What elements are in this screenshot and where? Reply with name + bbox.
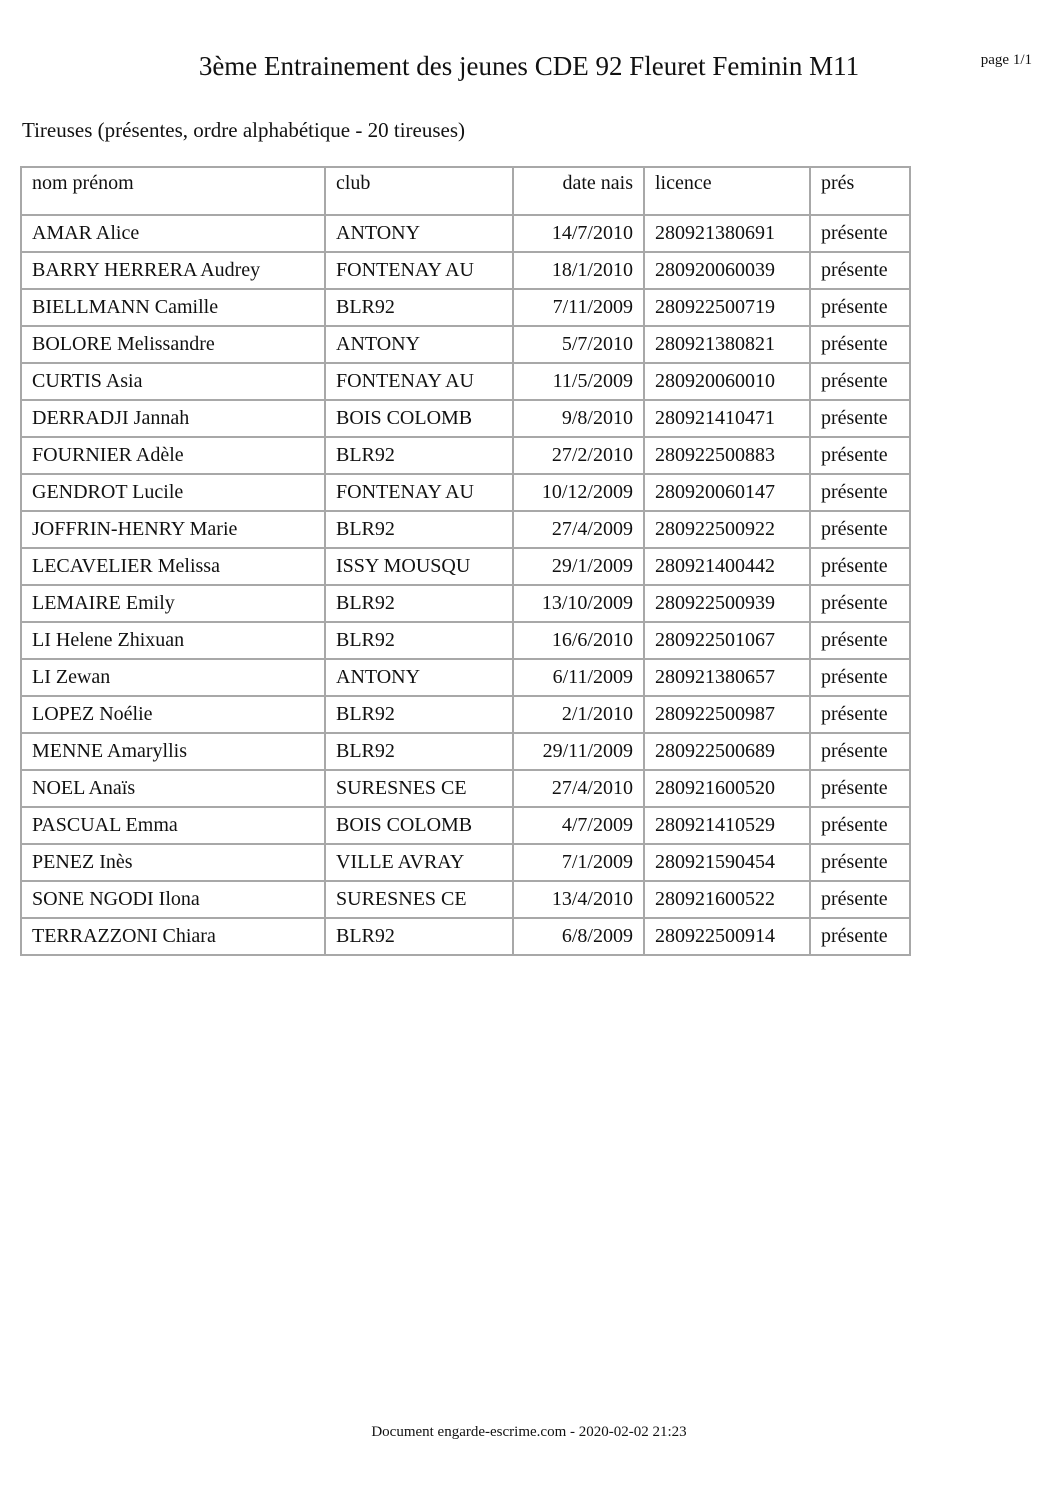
cell-club: ANTONY — [325, 326, 513, 363]
cell-presence: présente — [810, 733, 910, 770]
table-body — [21, 215, 910, 955]
table-row — [21, 363, 910, 400]
table-row — [21, 585, 910, 622]
column-header-club: club — [325, 167, 513, 215]
table-row — [21, 696, 910, 733]
cell-club: BLR92 — [325, 289, 513, 326]
table-row — [21, 326, 910, 363]
column-header-licence: licence — [644, 167, 810, 215]
table-row — [21, 918, 910, 955]
cell-licence: 280922501067 — [644, 622, 810, 659]
table-row — [21, 622, 910, 659]
table-row — [21, 215, 910, 252]
cell-licence: 280922500939 — [644, 585, 810, 622]
cell-birthdate: 27/4/2010 — [513, 770, 644, 807]
cell-birthdate: 29/1/2009 — [513, 548, 644, 585]
cell-name: LI Helene Zhixuan — [21, 622, 325, 659]
cell-birthdate: 16/6/2010 — [513, 622, 644, 659]
cell-club: ISSY MOUSQU — [325, 548, 513, 585]
cell-name: PASCUAL Emma — [21, 807, 325, 844]
cell-club: BLR92 — [325, 585, 513, 622]
cell-presence: présente — [810, 289, 910, 326]
cell-name: BOLORE Melissandre — [21, 326, 325, 363]
cell-presence: présente — [810, 326, 910, 363]
cell-club: SURESNES CE — [325, 770, 513, 807]
cell-name: BARRY HERRERA Audrey — [21, 252, 325, 289]
cell-licence: 280921400442 — [644, 548, 810, 585]
column-header-birthdate: date nais — [513, 167, 644, 215]
table-header-row — [21, 167, 910, 215]
cell-presence: présente — [810, 696, 910, 733]
cell-name: LOPEZ Noélie — [21, 696, 325, 733]
cell-club: VILLE AVRAY — [325, 844, 513, 881]
table-row — [21, 733, 910, 770]
cell-birthdate: 13/4/2010 — [513, 881, 644, 918]
cell-birthdate: 2/1/2010 — [513, 696, 644, 733]
cell-presence: présente — [810, 511, 910, 548]
cell-licence: 280920060147 — [644, 474, 810, 511]
cell-name: GENDROT Lucile — [21, 474, 325, 511]
cell-club: BOIS COLOMB — [325, 400, 513, 437]
table-row — [21, 659, 910, 696]
cell-licence: 280921410471 — [644, 400, 810, 437]
cell-name: PENEZ Inès — [21, 844, 325, 881]
table-row — [21, 511, 910, 548]
cell-birthdate: 18/1/2010 — [513, 252, 644, 289]
cell-name: DERRADJI Jannah — [21, 400, 325, 437]
cell-presence: présente — [810, 363, 910, 400]
cell-birthdate: 13/10/2009 — [513, 585, 644, 622]
cell-presence: présente — [810, 548, 910, 585]
cell-licence: 280920060010 — [644, 363, 810, 400]
cell-club: BLR92 — [325, 437, 513, 474]
table-row — [21, 807, 910, 844]
cell-birthdate: 4/7/2009 — [513, 807, 644, 844]
cell-birthdate: 6/8/2009 — [513, 918, 644, 955]
cell-birthdate: 5/7/2010 — [513, 326, 644, 363]
cell-presence: présente — [810, 770, 910, 807]
cell-club: FONTENAY AU — [325, 363, 513, 400]
cell-presence: présente — [810, 585, 910, 622]
list-subtitle: Tireuses (présentes, ordre alphabétique - 20 tireuses) — [22, 118, 466, 142]
table-row — [21, 252, 910, 289]
cell-club: ANTONY — [325, 215, 513, 252]
cell-licence: 280921600522 — [644, 881, 810, 918]
cell-presence: présente — [810, 918, 910, 955]
table-row — [21, 289, 910, 326]
cell-licence: 280922500922 — [644, 511, 810, 548]
cell-licence: 280922500987 — [644, 696, 810, 733]
cell-presence: présente — [810, 474, 910, 511]
table-row — [21, 844, 910, 881]
cell-name: MENNE Amaryllis — [21, 733, 325, 770]
cell-birthdate: 7/1/2009 — [513, 844, 644, 881]
cell-name: CURTIS Asia — [21, 363, 325, 400]
table-row — [21, 881, 910, 918]
table-row — [21, 770, 910, 807]
cell-presence: présente — [810, 215, 910, 252]
cell-presence: présente — [810, 659, 910, 696]
cell-licence: 280921380821 — [644, 326, 810, 363]
cell-birthdate: 10/12/2009 — [513, 474, 644, 511]
cell-presence: présente — [810, 881, 910, 918]
cell-licence: 280922500914 — [644, 918, 810, 955]
table-row — [21, 437, 910, 474]
table-row — [21, 548, 910, 585]
cell-presence: présente — [810, 252, 910, 289]
cell-name: JOFFRIN-HENRY Marie — [21, 511, 325, 548]
cell-club: FONTENAY AU — [325, 474, 513, 511]
cell-birthdate: 27/4/2009 — [513, 511, 644, 548]
cell-birthdate: 14/7/2010 — [513, 215, 644, 252]
fencers-table — [20, 166, 911, 956]
cell-club: BLR92 — [325, 696, 513, 733]
cell-presence: présente — [810, 622, 910, 659]
cell-birthdate: 6/11/2009 — [513, 659, 644, 696]
page-number: page 1/1 — [980, 52, 1032, 68]
cell-name: LI Zewan — [21, 659, 325, 696]
column-header-name: nom prénom — [21, 167, 325, 215]
cell-licence: 280921590454 — [644, 844, 810, 881]
cell-licence: 280920060039 — [644, 252, 810, 289]
cell-birthdate: 27/2/2010 — [513, 437, 644, 474]
table-row — [21, 400, 910, 437]
cell-club: SURESNES CE — [325, 881, 513, 918]
cell-licence: 280922500689 — [644, 733, 810, 770]
cell-name: LECAVELIER Melissa — [21, 548, 325, 585]
cell-name: SONE NGODI Ilona — [21, 881, 325, 918]
cell-licence: 280921380691 — [644, 215, 810, 252]
cell-club: BLR92 — [325, 511, 513, 548]
column-header-presence: prés — [810, 167, 910, 215]
cell-name: FOURNIER Adèle — [21, 437, 325, 474]
table-row — [21, 474, 910, 511]
document-footer: Document engarde-escrime.com - 2020-02-02 21:23 — [371, 1424, 687, 1440]
cell-club: BLR92 — [325, 622, 513, 659]
cell-birthdate: 29/11/2009 — [513, 733, 644, 770]
cell-birthdate: 7/11/2009 — [513, 289, 644, 326]
cell-birthdate: 9/8/2010 — [513, 400, 644, 437]
cell-licence: 280921600520 — [644, 770, 810, 807]
cell-licence: 280921380657 — [644, 659, 810, 696]
cell-club: BLR92 — [325, 733, 513, 770]
cell-presence: présente — [810, 844, 910, 881]
cell-birthdate: 11/5/2009 — [513, 363, 644, 400]
cell-name: BIELLMANN Camille — [21, 289, 325, 326]
cell-presence: présente — [810, 807, 910, 844]
cell-club: ANTONY — [325, 659, 513, 696]
cell-club: BOIS COLOMB — [325, 807, 513, 844]
cell-name: AMAR Alice — [21, 215, 325, 252]
cell-name: LEMAIRE Emily — [21, 585, 325, 622]
cell-licence: 280921410529 — [644, 807, 810, 844]
cell-club: FONTENAY AU — [325, 252, 513, 289]
cell-presence: présente — [810, 437, 910, 474]
cell-club: BLR92 — [325, 918, 513, 955]
cell-licence: 280922500883 — [644, 437, 810, 474]
page-title: 3ème Entrainement des jeunes CDE 92 Fleuret Feminin M11 — [198, 51, 860, 81]
cell-name: TERRAZZONI Chiara — [21, 918, 325, 955]
cell-name: NOEL Anaïs — [21, 770, 325, 807]
cell-licence: 280922500719 — [644, 289, 810, 326]
cell-presence: présente — [810, 400, 910, 437]
